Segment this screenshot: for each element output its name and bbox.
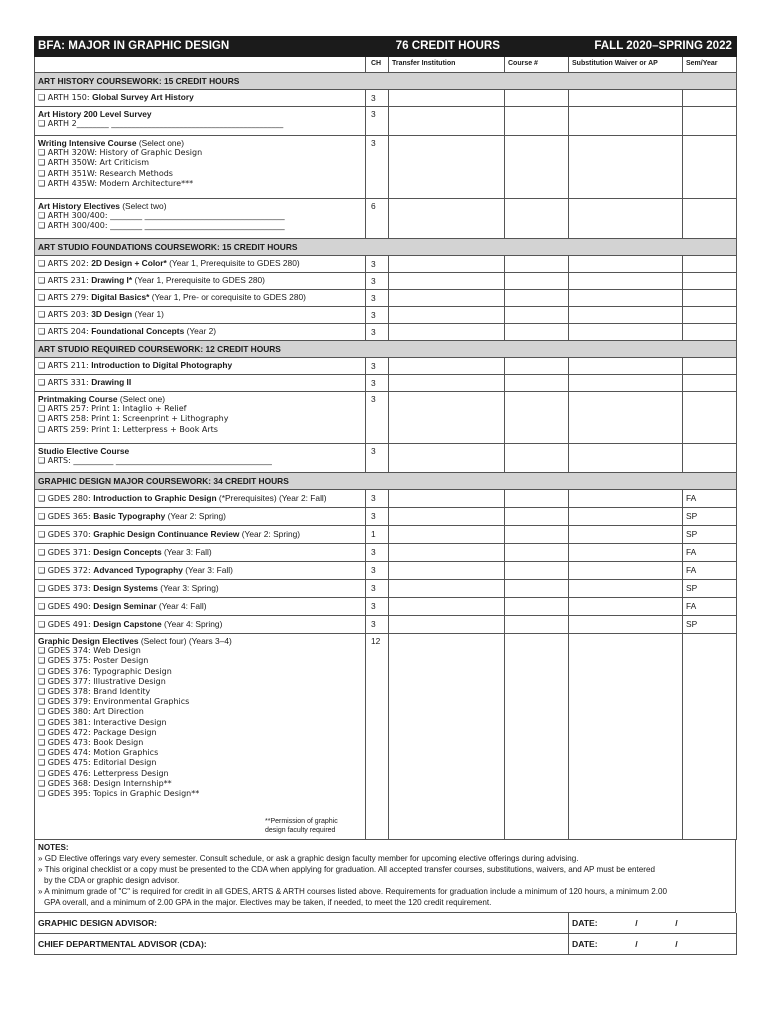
course-number-cell[interactable] [505, 307, 569, 324]
sem-year-cell[interactable]: SP [683, 580, 737, 598]
text-fragment: ❑ GDES 375: Poster Design [38, 656, 149, 666]
text-fragment: ❑ ARTS 202: [38, 259, 92, 269]
substitution-cell[interactable] [569, 508, 683, 526]
course-number-cell[interactable] [505, 392, 569, 444]
text-fragment: **Permission of graphic [265, 818, 338, 825]
text-fragment: (Select four) (Years 3–4) [138, 636, 232, 646]
cda-signature-field[interactable] [35, 934, 569, 955]
substitution-cell[interactable] [569, 324, 683, 341]
substitution-cell[interactable] [569, 544, 683, 562]
substitution-cell[interactable] [569, 375, 683, 392]
credit-hours: 1 [366, 526, 389, 544]
substitution-cell[interactable] [569, 490, 683, 508]
substitution-cell[interactable] [569, 392, 683, 444]
text-fragment: Graphic Design Continuance Review [93, 528, 240, 539]
course-label [35, 136, 366, 199]
substitution-cell[interactable] [569, 107, 683, 136]
course-row [35, 199, 737, 239]
course-number-cell[interactable] [505, 107, 569, 136]
note-2b: by the CDA or graphic design advisor. [44, 875, 180, 885]
column-course-blank [35, 57, 366, 73]
sem-year-cell[interactable] [683, 634, 737, 840]
substitution-cell[interactable] [569, 616, 683, 634]
substitution-cell[interactable] [569, 580, 683, 598]
text-fragment: Art History 200 Level Survey [38, 109, 152, 119]
course-row [35, 324, 737, 341]
permission-note [265, 817, 338, 835]
sem-year-cell[interactable] [683, 107, 737, 136]
column-course-number: Course # [505, 57, 569, 73]
course-label [35, 256, 366, 273]
text-fragment: (Select one) [117, 394, 166, 404]
transfer-cell[interactable] [389, 444, 505, 473]
credit-hours: 3 [366, 290, 389, 307]
course-number-cell[interactable] [505, 273, 569, 290]
text-fragment: ❑ ARTS 231: [38, 276, 92, 286]
sem-year-cell[interactable] [683, 375, 737, 392]
signature-table [34, 913, 737, 955]
course-label [35, 358, 366, 375]
checklist-sheet [34, 36, 736, 955]
course-number-cell[interactable] [505, 526, 569, 544]
sem-year-cell[interactable] [683, 324, 737, 341]
sem-year-cell[interactable] [683, 392, 737, 444]
credit-hours: 3 [366, 324, 389, 341]
sem-year-cell[interactable] [683, 307, 737, 324]
credit-hours: 3 [366, 508, 389, 526]
transfer-cell[interactable] [389, 598, 505, 616]
text-fragment: Digital Basics* [91, 292, 150, 303]
text-fragment: Advanced Typography [93, 564, 183, 575]
text-fragment: Printmaking Course [38, 394, 118, 404]
sem-year-cell[interactable] [683, 90, 737, 107]
section-header: ART STUDIO REQUIRED COURSEWORK: 12 CREDIT HOURS [35, 341, 737, 358]
cda-date-field[interactable] [569, 934, 737, 955]
course-label [35, 544, 366, 562]
course-row [35, 526, 737, 544]
course-number-cell[interactable] [505, 490, 569, 508]
notes-block [34, 840, 736, 913]
course-row [35, 256, 737, 273]
sem-year-cell[interactable]: SP [683, 508, 737, 526]
text-fragment: (Year 4: Spring) [161, 618, 223, 629]
course-number-cell[interactable] [505, 199, 569, 239]
credit-hours: 3 [366, 392, 389, 444]
text-fragment: ❑ GDES 474: Motion Graphics [38, 748, 159, 758]
transfer-cell[interactable] [389, 273, 505, 290]
credit-hours: 6 [366, 199, 389, 239]
substitution-cell[interactable] [569, 90, 683, 107]
sem-year-cell[interactable] [683, 273, 737, 290]
course-label [35, 307, 366, 324]
transfer-cell[interactable] [389, 199, 505, 239]
course-label [35, 107, 366, 136]
transfer-cell[interactable] [389, 526, 505, 544]
text-fragment: Foundational Concepts [91, 326, 185, 337]
course-number-cell[interactable] [505, 444, 569, 473]
transfer-cell[interactable] [389, 634, 505, 840]
course-row [35, 616, 737, 634]
credit-hours: 3 [366, 273, 389, 290]
sem-year-cell[interactable] [683, 136, 737, 199]
text-fragment: Drawing I* [91, 275, 133, 286]
text-fragment: DATE: [572, 918, 598, 929]
substitution-cell[interactable] [569, 598, 683, 616]
credit-hours: 3 [366, 444, 389, 473]
transfer-cell[interactable] [389, 616, 505, 634]
note-3b: GPA overall, and a minimum of 2.00 GPA in the major. Electives may be taken, if needed, to meet the 120 credit requirement. [44, 897, 492, 907]
text-fragment: Introduction to Digital Photography [91, 360, 233, 371]
course-number-cell[interactable] [505, 136, 569, 199]
course-number-cell[interactable] [505, 634, 569, 840]
sem-year-cell[interactable]: FA [683, 490, 737, 508]
text-fragment: ❑ ARTH 150: [38, 93, 93, 103]
section-header: ART HISTORY COURSEWORK: 15 CREDIT HOURS [35, 73, 737, 90]
course-label [35, 598, 366, 616]
course-row [35, 375, 737, 392]
text-fragment: ❑ GDES 365: [38, 511, 94, 521]
course-row [35, 290, 737, 307]
text-fragment: Design Systems [93, 582, 158, 593]
course-row [35, 358, 737, 375]
course-row [35, 634, 737, 840]
text-fragment: ❑ ARTH 320W: History of Graphic Design [38, 148, 203, 158]
credit-hours: 3 [366, 256, 389, 273]
substitution-cell[interactable] [569, 444, 683, 473]
text-fragment: (Year 3: Spring) [157, 582, 219, 593]
substitution-cell[interactable] [569, 273, 683, 290]
text-fragment: Basic Typography [93, 510, 166, 521]
credit-hours: 3 [366, 580, 389, 598]
text-fragment: Global Survey Art History [92, 92, 194, 103]
text-fragment: ❑ GDES 490: [38, 601, 94, 611]
text-fragment: Writing Intensive Course [38, 138, 137, 148]
course-label [35, 616, 366, 634]
text-fragment: ❑ GDES 476: Letterpress Design [38, 768, 169, 778]
credit-hours: 3 [366, 544, 389, 562]
text-fragment: DATE: [572, 939, 598, 950]
text-fragment: / [675, 939, 678, 950]
text-fragment: (Year 2: Spring) [239, 528, 301, 539]
substitution-cell[interactable] [569, 136, 683, 199]
column-sem-year: Sem/Year [683, 57, 737, 73]
text-fragment: (Year 1) [132, 309, 164, 320]
course-number-cell[interactable] [505, 562, 569, 580]
text-fragment: / [675, 918, 678, 929]
substitution-cell[interactable] [569, 256, 683, 273]
substitution-cell[interactable] [569, 526, 683, 544]
sem-year-cell[interactable]: FA [683, 544, 737, 562]
text-fragment: ❑ GDES 475: Editorial Design [38, 758, 157, 768]
text-fragment: ❑ GDES 376: Typographic Design [38, 666, 172, 676]
substitution-cell[interactable] [569, 307, 683, 324]
text-fragment: ❑ GDES 381: Interactive Design [38, 717, 167, 727]
text-fragment: Art History Electives [38, 201, 120, 211]
course-table [34, 36, 737, 840]
text-fragment: Design Concepts [93, 546, 162, 557]
text-fragment: ❑ GDES 368: Design Internship** [38, 778, 172, 788]
sem-year-cell[interactable] [683, 290, 737, 307]
section-header: GRAPHIC DESIGN MAJOR COURSEWORK: 34 CREDIT HOURS [35, 473, 737, 490]
text-fragment: ❑ GDES 379: Environmental Graphics [38, 697, 190, 707]
course-label [35, 508, 366, 526]
course-number-cell[interactable] [505, 256, 569, 273]
text-fragment: (Select one) [136, 138, 184, 148]
note-2: » This original checklist or a copy must be presented to the CDA when applying for graduation. All accepted transfer courses, substitutions, waivers, and AP must be entered [38, 864, 655, 874]
credit-hours: 3 [366, 107, 389, 136]
text-fragment: (Year 1, Pre- or corequisite to GDES 280) [149, 292, 306, 303]
sem-year-cell[interactable]: SP [683, 616, 737, 634]
course-row [35, 444, 737, 473]
text-fragment: Drawing II [91, 377, 132, 388]
course-row [35, 580, 737, 598]
cda-signature-row [35, 934, 737, 955]
text-fragment: ❑ ARTS 211: [38, 361, 92, 371]
advisor-signature-row [35, 913, 737, 934]
course-number-cell[interactable] [505, 324, 569, 341]
text-fragment: ❑ GDES 370: [38, 529, 94, 539]
course-label [35, 324, 366, 341]
course-label [35, 273, 366, 290]
credit-hours: 3 [366, 358, 389, 375]
credit-hours: 3 [366, 598, 389, 616]
course-row [35, 273, 737, 290]
course-number-cell[interactable] [505, 358, 569, 375]
transfer-cell[interactable] [389, 290, 505, 307]
text-fragment: ❑ GDES 280: [38, 493, 94, 503]
transfer-cell[interactable] [389, 324, 505, 341]
column-substitution: Substitution Waiver or AP [569, 57, 683, 73]
course-label [35, 90, 366, 107]
text-fragment: ❑ ARTH 350W: Art Criticism [38, 158, 150, 168]
course-row [35, 136, 737, 199]
advisor-signature-field[interactable] [35, 913, 569, 934]
text-fragment: ❑ ARTH 2________ ___________________________________________ [38, 119, 284, 129]
course-label [35, 580, 366, 598]
text-fragment: ❑ ARTS 331: [38, 378, 92, 388]
course-row [35, 562, 737, 580]
credit-hours: 3 [366, 616, 389, 634]
text-fragment: ❑ ARTS 204: [38, 327, 92, 337]
course-row [35, 90, 737, 107]
text-fragment: Graphic Design Electives [38, 636, 139, 646]
course-label [35, 526, 366, 544]
text-fragment: Studio Elective Course [38, 446, 130, 456]
course-row [35, 508, 737, 526]
transfer-cell[interactable] [389, 392, 505, 444]
text-fragment: (Year 2) [184, 326, 217, 337]
sem-year-cell[interactable] [683, 358, 737, 375]
section-header: ART STUDIO FOUNDATIONS COURSEWORK: 15 CREDIT HOURS [35, 239, 737, 256]
course-number-cell[interactable] [505, 508, 569, 526]
substitution-cell[interactable] [569, 634, 683, 840]
note-1: » GD Elective offerings vary every semester. Consult schedule, or ask a graphic design faculty member for upcoming elective offerings during advising. [38, 853, 579, 863]
credit-hours: 12 [366, 634, 389, 840]
credit-hours: 3 [366, 136, 389, 199]
substitution-cell[interactable] [569, 562, 683, 580]
course-number-cell[interactable] [505, 544, 569, 562]
note-3: » A minimum grade of "C" is required for credit in all GDES, ARTS & ARTH courses listed above. Requirements for graduation include a minimum of 120 hours, a minimum 2.00 [38, 886, 667, 896]
notes-title: NOTES: [38, 843, 69, 852]
transfer-cell[interactable] [389, 90, 505, 107]
course-label [35, 634, 366, 840]
sem-year-cell[interactable] [683, 199, 737, 239]
text-fragment: ❑ GDES 473: Book Design [38, 738, 144, 748]
course-label [35, 375, 366, 392]
text-fragment: ❑ ARTH 351W: Research Methods [38, 168, 173, 178]
transfer-cell[interactable] [389, 580, 505, 598]
text-fragment: (Year 4: Fall) [156, 600, 207, 611]
text-fragment: ❑ GDES 380: Art Direction [38, 707, 144, 717]
course-row [35, 544, 737, 562]
course-number-cell[interactable] [505, 598, 569, 616]
text-fragment: design faculty required [265, 827, 336, 834]
advisor-date-field[interactable] [569, 913, 737, 934]
course-row [35, 107, 737, 136]
column-transfer: Transfer Institution [389, 57, 505, 73]
sem-year-cell[interactable] [683, 256, 737, 273]
substitution-cell[interactable] [569, 290, 683, 307]
text-fragment: (Year 2: Spring) [165, 510, 226, 521]
text-fragment: Introduction to Graphic Design [93, 492, 217, 503]
course-row [35, 598, 737, 616]
text-fragment: / [635, 918, 638, 929]
column-headers [35, 57, 737, 73]
course-label [35, 444, 366, 473]
transfer-cell[interactable] [389, 358, 505, 375]
text-fragment: ❑ GDES 371: [38, 547, 94, 557]
sem-year-cell[interactable] [683, 444, 737, 473]
text-fragment: 3D Design [91, 309, 133, 320]
text-fragment: ❑ GDES 491: [38, 619, 94, 629]
transfer-cell[interactable] [389, 307, 505, 324]
text-fragment: 2D Design + Color* [91, 258, 167, 269]
text-fragment: / [635, 939, 638, 950]
substitution-cell[interactable] [569, 358, 683, 375]
course-number-cell[interactable] [505, 290, 569, 307]
course-label [35, 392, 366, 444]
sem-year-cell[interactable]: SP [683, 526, 737, 544]
transfer-cell[interactable] [389, 562, 505, 580]
credit-hours-title: 76 CREDIT HOURS [366, 37, 505, 57]
course-label [35, 199, 366, 239]
credit-hours: 3 [366, 490, 389, 508]
text-fragment: ❑ ARTS 203: [38, 310, 92, 320]
credit-hours: 3 [366, 562, 389, 580]
text-fragment: (Year 3: Fall) [161, 546, 212, 557]
transfer-cell[interactable] [389, 136, 505, 199]
text-fragment: ❑ ARTH 300/400: ________ ___________________________________ [38, 211, 285, 221]
column-ch: CH [366, 57, 389, 73]
text-fragment: (Year 3: Fall) [182, 564, 233, 575]
course-row [35, 490, 737, 508]
page-title: BFA: MAJOR IN GRAPHIC DESIGN [35, 37, 366, 57]
text-fragment: ❑ GDES 373: [38, 583, 94, 593]
credit-hours: 3 [366, 375, 389, 392]
text-fragment: ❑ ARTS: __________ _______________________________________ [38, 456, 272, 466]
text-fragment: ❑ GDES 372: [38, 565, 94, 575]
transfer-cell[interactable] [389, 107, 505, 136]
text-fragment: (Year 1, Prerequisite to GDES 280) [166, 258, 300, 269]
text-fragment: ❑ GDES 374: Web Design [38, 646, 141, 656]
course-label [35, 562, 366, 580]
text-fragment: Design Capstone [93, 618, 162, 629]
text-fragment: ❑ ARTS 258: Print 1: Screenprint + Lithography [38, 414, 229, 424]
course-row [35, 307, 737, 324]
text-fragment: ❑ ARTH 300/400: ________ ___________________________________ [38, 221, 285, 231]
transfer-cell[interactable] [389, 544, 505, 562]
text-fragment: ❑ GDES 472: Package Design [38, 727, 157, 737]
transfer-cell[interactable] [389, 375, 505, 392]
credit-hours: 3 [366, 307, 389, 324]
text-fragment: (Select two) [119, 201, 167, 211]
text-fragment: (*Prerequisites) (Year 2: Fall) [216, 492, 327, 503]
text-fragment: ❑ GDES 395: Topics in Graphic Design** [38, 789, 200, 799]
course-number-cell[interactable] [505, 90, 569, 107]
sem-year-cell[interactable]: FA [683, 562, 737, 580]
course-row [35, 392, 737, 444]
text-fragment: CHIEF DEPARTMENTAL ADVISOR (CDA): [38, 939, 207, 950]
text-fragment: ❑ GDES 377: Illustrative Design [38, 676, 166, 686]
credit-hours: 3 [366, 90, 389, 107]
course-number-cell[interactable] [505, 375, 569, 392]
text-fragment: ❑ ARTS 279: [38, 293, 92, 303]
course-number-cell[interactable] [505, 616, 569, 634]
text-fragment: ❑ GDES 378: Brand Identity [38, 687, 151, 697]
text-fragment: ❑ ARTH 435W: Modern Architecture*** [38, 178, 194, 188]
text-fragment: ❑ ARTS 259: Print 1: Letterpress + Book Arts [38, 424, 218, 434]
sem-year-cell[interactable]: FA [683, 598, 737, 616]
transfer-cell[interactable] [389, 508, 505, 526]
course-label [35, 290, 366, 307]
transfer-cell[interactable] [389, 256, 505, 273]
term-title: FALL 2020–SPRING 2022 [505, 37, 737, 57]
course-label [35, 490, 366, 508]
text-fragment: GRAPHIC DESIGN ADVISOR: [38, 918, 158, 929]
text-fragment: ❑ ARTS 257: Print 1: Intaglio + Relief [38, 404, 187, 414]
header-bar [35, 37, 737, 57]
text-fragment: (Year 1, Prerequisite to GDES 280) [132, 275, 265, 286]
text-fragment: Design Seminar [93, 600, 157, 611]
transfer-cell[interactable] [389, 490, 505, 508]
substitution-cell[interactable] [569, 199, 683, 239]
course-number-cell[interactable] [505, 580, 569, 598]
